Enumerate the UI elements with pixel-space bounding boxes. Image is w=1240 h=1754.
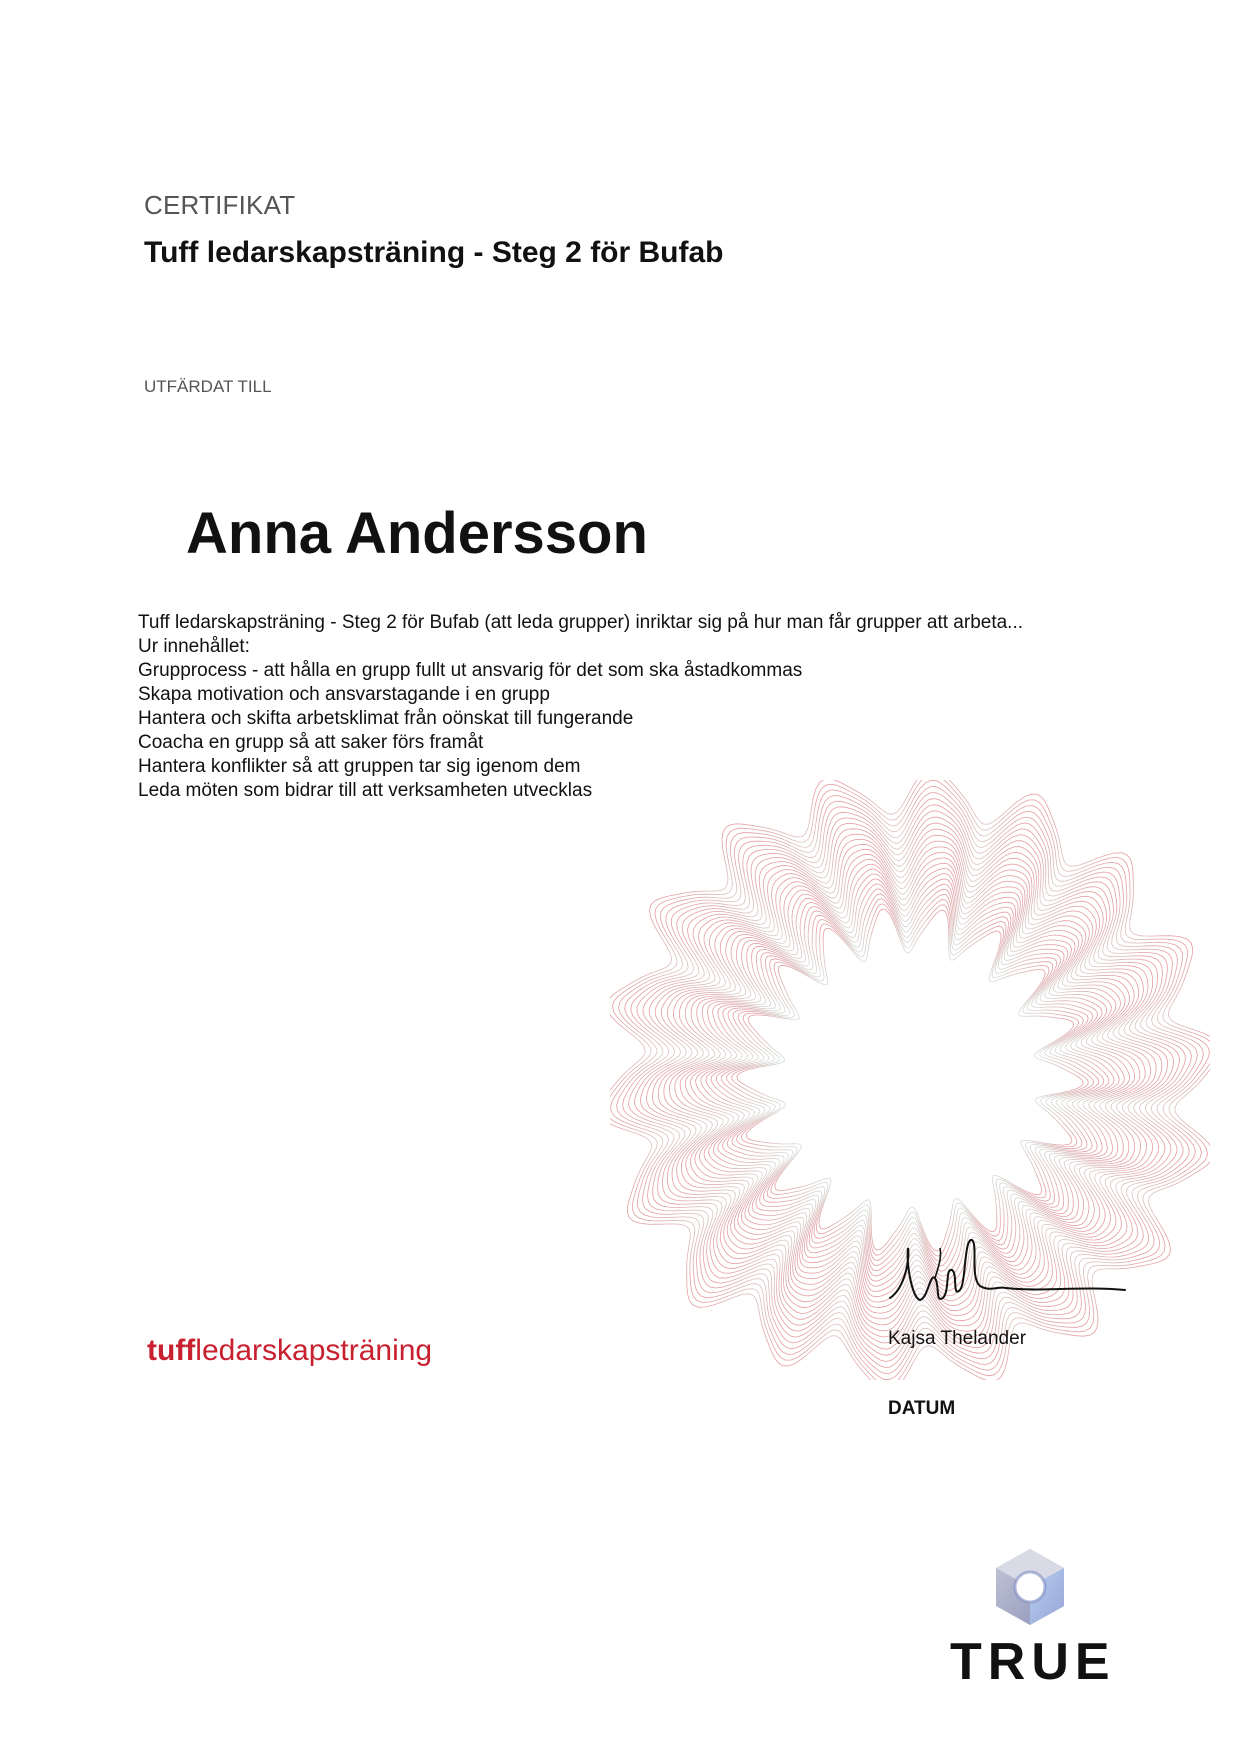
course-title: Tuff ledarskapsträning - Steg 2 för Bufab [144, 236, 724, 269]
date-label: DATUM [888, 1398, 956, 1419]
seal-ring [711, 884, 1109, 1276]
signer-name: Kajsa Thelander [888, 1328, 1027, 1349]
hexagon-cube-icon [988, 1545, 1072, 1629]
certificate-label: CERTIFIKAT [144, 190, 296, 220]
logo-text-light: ledarskapsträning [195, 1334, 433, 1367]
description-line: Skapa motivation och ansvarstagande i en grupp [138, 684, 550, 705]
recipient-name: Anna Andersson [186, 501, 648, 566]
description-line: Hantera konflikter så att gruppen tar sig igenom dem [138, 756, 581, 777]
description-line: Coacha en grupp så att saker förs framåt [138, 732, 484, 753]
signature-image [880, 1228, 1130, 1318]
tuff-ledarskapstraning-logo [147, 1334, 432, 1368]
description-line: Hantera och skifta arbetsklimat från oönskat till fungerande [138, 708, 634, 729]
description-line: Tuff ledarskapsträning - Steg 2 för Bufab (att leda grupper) inriktar sig på hur man får grupper att arbeta... [138, 612, 1024, 633]
description-line: Leda möten som bidrar till att verksamheten utvecklas [138, 780, 593, 801]
course-description [138, 611, 1138, 803]
description-line: Grupprocess - att hålla en grupp fullt ut ansvarig för det som ska åstadkommas [138, 660, 803, 681]
issued-to-label: UTFÄRDAT TILL [144, 377, 272, 396]
seal-ring [706, 879, 1114, 1281]
description-line: Ur innehållet: [138, 636, 250, 657]
logo-text-bold: tuff [147, 1334, 196, 1367]
seal-ring [727, 899, 1094, 1262]
true-logo-text: TRUE [950, 1633, 1116, 1691]
